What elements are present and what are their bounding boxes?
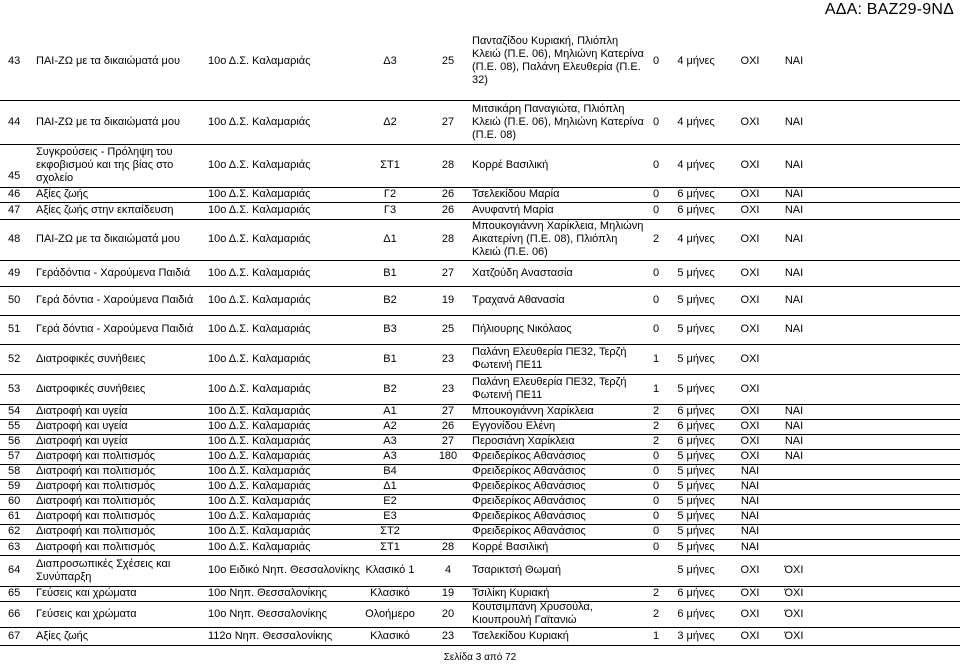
- school-name: 10ο Δ.Σ. Καλαμαριάς: [208, 420, 311, 432]
- option-a: ΟΧΙ: [740, 204, 760, 216]
- row-number: 51: [8, 323, 21, 335]
- table-row: [0, 100, 960, 145]
- school-name: 10ο Δ.Σ. Καλαμαριάς: [208, 510, 311, 522]
- field-value: 0: [652, 159, 660, 171]
- table-row: [0, 601, 960, 628]
- student-count: 20: [441, 607, 455, 620]
- option-a: ΟΧΙ: [740, 159, 760, 171]
- ada-code: ΑΔΑ: ΒΑΖ29-9ΝΔ: [824, 1, 954, 18]
- table-row: [0, 464, 960, 480]
- class-name: Α1: [383, 405, 397, 417]
- option-b: ΌΧΙ: [784, 587, 804, 599]
- school-name: 10ο Νηπ. Θεσσαλονίκης: [208, 607, 327, 620]
- field-value: 0: [652, 294, 660, 306]
- option-b: ΝΑΙ: [784, 188, 804, 200]
- student-count: 28: [441, 540, 455, 553]
- row-number: 60: [8, 495, 21, 507]
- table-row: [0, 202, 960, 220]
- field-value: [646, 555, 666, 586]
- option-a: ΟΧΙ: [740, 607, 760, 620]
- class-name: Δ1: [383, 233, 397, 245]
- class-name: Α2: [383, 420, 397, 432]
- program-title: Διατροφή και πολιτισμός: [36, 465, 156, 477]
- program-title: Διατροφή και πολιτισμός: [36, 525, 156, 537]
- option-a: ΝΑΙ: [740, 480, 760, 492]
- row-number: 61: [8, 510, 21, 522]
- duration: 5 μήνες: [677, 450, 715, 462]
- student-count: 25: [441, 323, 455, 335]
- program-title: Γεύσεις και χρώματα: [36, 607, 137, 620]
- table-row: [0, 315, 960, 345]
- duration: 5 μήνες: [677, 564, 715, 576]
- field-value: 0: [652, 204, 660, 216]
- program-title: Γεράδόντια - Χαρούμενα Παιδιά: [36, 266, 191, 279]
- field-value: 0: [652, 525, 660, 537]
- duration: 6 μήνες: [677, 607, 715, 620]
- row-number: 65: [8, 587, 21, 599]
- row-number: 43: [8, 54, 21, 67]
- student-count: 23: [441, 352, 455, 365]
- teachers: Κορρέ Βασιλική: [472, 159, 549, 171]
- row-number: 47: [8, 204, 21, 216]
- option-b: [772, 464, 816, 479]
- class-name: Δ3: [383, 54, 397, 67]
- student-count: 180: [438, 450, 458, 462]
- student-count: 27: [441, 435, 455, 447]
- student-count: 26: [441, 204, 455, 216]
- student-count: 26: [441, 188, 455, 200]
- row-number: 55: [8, 420, 21, 432]
- option-b: ΝΑΙ: [784, 294, 804, 306]
- teachers: Περοσιάνη Χαρίκλεια: [472, 435, 575, 447]
- duration: 5 μήνες: [677, 465, 715, 477]
- option-b: ΝΑΙ: [784, 405, 804, 417]
- program-title: Διατροφή και υγεία: [36, 435, 128, 447]
- teachers: Τσιλίκη Κυριακή: [472, 587, 550, 599]
- class-name: Ε3: [383, 510, 397, 522]
- row-number: 59: [8, 480, 21, 492]
- option-b: ΝΑΙ: [784, 54, 804, 67]
- class-name: Α3: [383, 435, 397, 447]
- program-title: Διατροφή και πολιτισμός: [36, 480, 156, 492]
- teachers: Κορρέ Βασιλική: [472, 540, 549, 553]
- teachers: Φρειδερίκος Αθανάσιος: [472, 450, 586, 462]
- option-b: ΌΧΙ: [784, 607, 804, 620]
- table-row: [0, 286, 960, 316]
- option-a: ΟΧΙ: [740, 352, 760, 365]
- row-number: 50: [8, 294, 21, 306]
- student-count: [424, 479, 472, 494]
- row-number: 66: [8, 607, 21, 620]
- table-row: [0, 479, 960, 495]
- field-value: 0: [652, 450, 660, 462]
- option-b: [772, 494, 816, 509]
- row-number: 48: [8, 233, 21, 245]
- option-a: ΟΧΙ: [740, 564, 760, 576]
- row-number: 46: [8, 188, 21, 200]
- school-name: 10ο Δ.Σ. Καλαμαριάς: [208, 450, 311, 462]
- option-a: ΟΧΙ: [740, 450, 760, 462]
- program-title: ΠΑΙ-ΖΩ με τα δικαιώματά μου: [36, 115, 180, 128]
- option-b: [772, 374, 816, 404]
- teachers: Ανυφαντή Μαρία: [472, 204, 554, 216]
- school-name: 10ο Δ.Σ. Καλαμαριάς: [208, 115, 311, 128]
- program-title: Αξίες ζωής στην εκπαίδευση: [36, 204, 174, 216]
- program-title: Διατροφικές συνήθειες: [36, 352, 146, 365]
- class-name: Κλασικό: [370, 629, 410, 642]
- option-b: ΌΧΙ: [784, 564, 804, 576]
- table-row: [0, 539, 960, 556]
- class-name: Γ2: [383, 188, 397, 200]
- program-title: Διατροφή και πολιτισμός: [36, 450, 156, 462]
- teachers: Φρειδερίκος Αθανάσιος: [472, 465, 586, 477]
- program-title: Διατροφή και πολιτισμός: [36, 510, 156, 522]
- option-b: ΝΑΙ: [784, 159, 804, 171]
- teachers: Κουτσιμπάνη Χρυσούλα, Κιουπρουλή Γαϊτανιώ: [472, 601, 593, 626]
- school-name: 10ο Δ.Σ. Καλαμαριάς: [208, 495, 311, 507]
- option-a: ΟΧΙ: [740, 54, 760, 67]
- duration: 5 μήνες: [677, 382, 715, 395]
- row-number: 52: [8, 352, 21, 365]
- duration: 5 μήνες: [677, 266, 715, 279]
- student-count: 28: [441, 233, 455, 245]
- program-title: Γερά δόντια - Χαρούμενα Παιδιά: [36, 294, 194, 306]
- option-b: [772, 479, 816, 494]
- class-name: Κλασικό 1: [365, 564, 415, 576]
- school-name: 10ο Δ.Σ. Καλαμαριάς: [208, 435, 311, 447]
- school-name: 10ο Δ.Σ. Καλαμαριάς: [208, 405, 311, 417]
- option-a: ΟΧΙ: [740, 266, 760, 279]
- teachers: Τσελεκίδου Κυριακή: [472, 629, 569, 642]
- duration: 6 μήνες: [677, 435, 715, 447]
- school-name: 112ο Νηπ. Θεσσαλονίκης: [208, 629, 333, 642]
- school-name: 10ο Δ.Σ. Καλαμαριάς: [208, 525, 311, 537]
- student-count: 25: [441, 54, 455, 67]
- row-number: 45: [8, 170, 21, 182]
- student-count: [424, 494, 472, 509]
- class-name: Β2: [383, 382, 397, 395]
- teachers: Χατζούδη Αναστασία: [472, 266, 573, 279]
- class-name: ΣΤ1: [380, 540, 400, 553]
- option-a: ΟΧΙ: [740, 420, 760, 432]
- student-count: [424, 464, 472, 479]
- class-name: Δ2: [383, 115, 397, 128]
- duration: 5 μήνες: [677, 323, 715, 335]
- option-a: ΟΧΙ: [740, 115, 760, 128]
- table-row: [0, 434, 960, 450]
- program-title: Διατροφή και υγεία: [36, 405, 128, 417]
- student-count: [424, 509, 472, 524]
- teachers: Μπουκογιάννη Χαρίκλεια: [472, 405, 594, 417]
- school-name: 10ο Δ.Σ. Καλαμαριάς: [208, 323, 311, 335]
- duration: 6 μήνες: [677, 405, 715, 417]
- school-name: 10ο Δ.Σ. Καλαμαριάς: [208, 159, 311, 171]
- teachers: Παλάνη Ελευθερία ΠΕ32, Τερζή Φωτεινή ΠΕ11: [472, 346, 627, 371]
- field-value: 0: [652, 540, 660, 553]
- class-name: Β1: [383, 352, 397, 365]
- teachers: Παλάνη Ελευθερία ΠΕ32, Τερζή Φωτεινή ΠΕ11: [472, 376, 627, 401]
- school-name: 10ο Δ.Σ. Καλαμαριάς: [208, 233, 311, 245]
- duration: 6 μήνες: [677, 188, 715, 200]
- table-row: [0, 555, 960, 587]
- option-a: ΝΑΙ: [740, 540, 760, 553]
- student-count: 23: [441, 629, 455, 642]
- row-number: 44: [8, 115, 21, 128]
- student-count: 28: [441, 159, 455, 171]
- school-name: 10ο Δ.Σ. Καλαμαριάς: [208, 266, 311, 279]
- duration: 6 μήνες: [677, 587, 715, 599]
- table-row: [0, 586, 960, 602]
- option-a: ΝΑΙ: [740, 465, 760, 477]
- teachers: Μπουκογιάννη Χαρίκλεια, Μηλιώνη Αικατερίνη (Π.Ε. 08), Πλιόπλη Κλειώ (Π.Ε. 06): [472, 220, 644, 258]
- class-name: ΣΤ2: [380, 525, 400, 537]
- program-title: ΠΑΙ-ΖΩ με τα δικαιώματά μου: [36, 233, 180, 245]
- program-title: Διατροφή και υγεία: [36, 420, 128, 432]
- field-value: 0: [652, 266, 660, 279]
- row-number: 54: [8, 405, 21, 417]
- school-name: 10ο Δ.Σ. Καλαμαριάς: [208, 382, 311, 395]
- table-row: [0, 404, 960, 420]
- teachers: Τσαρικτσή Θωμαή: [472, 564, 561, 576]
- duration: 5 μήνες: [677, 525, 715, 537]
- duration: 5 μήνες: [677, 352, 715, 365]
- class-name: Ε2: [383, 495, 397, 507]
- field-value: 0: [652, 465, 660, 477]
- teachers: Πήλιουρης Νικόλαος: [472, 323, 572, 335]
- option-a: ΟΧΙ: [740, 629, 760, 642]
- option-a: ΟΧΙ: [740, 435, 760, 447]
- duration: 4 μήνες: [677, 159, 715, 171]
- duration: 5 μήνες: [677, 540, 715, 553]
- field-value: 2: [652, 435, 660, 447]
- option-b: ΌΧΙ: [784, 629, 804, 642]
- option-b: ΝΑΙ: [784, 204, 804, 216]
- class-name: Γ3: [383, 204, 397, 216]
- option-a: ΟΧΙ: [740, 382, 760, 395]
- student-count: 19: [441, 587, 455, 599]
- row-number: 56: [8, 435, 21, 447]
- program-title: Γεύσεις και χρώματα: [36, 587, 137, 599]
- row-number: 53: [8, 382, 21, 395]
- option-b: ΝΑΙ: [784, 450, 804, 462]
- class-name: Β1: [383, 266, 397, 279]
- field-value: 2: [652, 405, 660, 417]
- row-number: 62: [8, 525, 21, 537]
- teachers: Πανταζίδου Κυριακή, Πλιόπλη Κλειώ (Π.Ε. 06), Μηλιώνη Κατερίνα (Π.Ε. 08), Παλάνη Ελευθερία (Π.Ε. 32): [472, 35, 644, 86]
- student-count: 27: [441, 115, 455, 128]
- option-b: [772, 524, 816, 539]
- option-b: ΝΑΙ: [784, 233, 804, 245]
- teachers: Φρειδερίκος Αθανάσιος: [472, 510, 586, 522]
- program-title: ΠΑΙ-ΖΩ με τα δικαιώματά μου: [36, 54, 180, 67]
- option-b: [772, 539, 816, 555]
- field-value: 0: [652, 188, 660, 200]
- table-row: [0, 187, 960, 203]
- row-number: 67: [8, 629, 21, 642]
- field-value: 1: [652, 382, 660, 395]
- duration: 6 μήνες: [677, 420, 715, 432]
- table-row: [0, 494, 960, 510]
- teachers: Φρειδερίκος Αθανάσιος: [472, 480, 586, 492]
- table-row: [0, 344, 960, 375]
- teachers: Τραχανά Αθανασία: [472, 294, 565, 306]
- table-row: [0, 509, 960, 525]
- class-name: Α3: [383, 450, 397, 462]
- table-row: [0, 219, 960, 261]
- option-a: ΟΧΙ: [740, 587, 760, 599]
- field-value: 0: [652, 54, 660, 67]
- school-name: 10ο Δ.Σ. Καλαμαριάς: [208, 540, 311, 553]
- option-b: ΝΑΙ: [784, 323, 804, 335]
- field-value: 1: [652, 629, 660, 642]
- option-a: ΝΑΙ: [740, 495, 760, 507]
- teachers: Φρειδερίκος Αθανάσιος: [472, 495, 586, 507]
- table-row: [0, 260, 960, 287]
- class-name: Κλασικό: [370, 587, 410, 599]
- duration: 4 μήνες: [677, 233, 715, 245]
- student-count: [424, 524, 472, 539]
- school-name: 10ο Δ.Σ. Καλαμαριάς: [208, 294, 311, 306]
- school-name: 10ο Δ.Σ. Καλαμαριάς: [208, 352, 311, 365]
- school-name: 10ο Νηπ. Θεσσαλονίκης: [208, 587, 327, 599]
- row-number: 58: [8, 465, 21, 477]
- school-name: 10ο Δ.Σ. Καλαμαριάς: [208, 465, 311, 477]
- field-value: 0: [652, 495, 660, 507]
- program-title: Συγκρούσεις - Πρόληψη του εκφοβισμού και της βίας στο σχολείο: [36, 146, 174, 184]
- class-name: ΣΤ1: [380, 159, 400, 171]
- option-a: ΝΑΙ: [740, 510, 760, 522]
- field-value: 0: [652, 480, 660, 492]
- program-title: Διατροφή και πολιτισμός: [36, 495, 156, 507]
- field-value: 0: [652, 510, 660, 522]
- row-number: 49: [8, 266, 21, 279]
- school-name: 10ο Ειδικό Νηπ. Θεσσαλονίκης: [208, 564, 360, 576]
- table-row: [0, 524, 960, 540]
- table-row: [0, 374, 960, 405]
- duration: 4 μήνες: [677, 115, 715, 128]
- option-b: [772, 344, 816, 374]
- program-title: Αξίες ζωής: [36, 188, 89, 200]
- class-name: Β4: [383, 465, 397, 477]
- duration: 3 μήνες: [677, 629, 715, 642]
- program-title: Διατροφή και πολιτισμός: [36, 540, 156, 553]
- teachers: Εγγονίδου Ελένη: [472, 420, 556, 432]
- student-count: 27: [441, 266, 455, 279]
- program-title: Διαπροσωπικές Σχέσεις και Συνύπαρξη: [36, 557, 171, 583]
- row-number: 57: [8, 450, 21, 462]
- school-name: 10ο Δ.Σ. Καλαμαριάς: [208, 188, 311, 200]
- field-value: 2: [652, 607, 660, 620]
- table-row: [0, 627, 960, 646]
- duration: 5 μήνες: [677, 294, 715, 306]
- option-b: ΝΑΙ: [784, 420, 804, 432]
- table-row: [0, 449, 960, 465]
- duration: 5 μήνες: [677, 510, 715, 522]
- student-count: 23: [441, 382, 455, 395]
- duration: 4 μήνες: [677, 54, 715, 67]
- option-b: ΝΑΙ: [784, 266, 804, 279]
- class-name: Β3: [383, 323, 397, 335]
- option-b: [772, 509, 816, 524]
- field-value: 2: [652, 420, 660, 432]
- option-a: ΟΧΙ: [740, 405, 760, 417]
- duration: 6 μήνες: [677, 204, 715, 216]
- program-title: Διατροφικές συνήθειες: [36, 382, 146, 395]
- student-count: 4: [444, 564, 452, 576]
- student-count: 26: [441, 420, 455, 432]
- student-count: 27: [441, 405, 455, 417]
- row-number: 64: [8, 564, 21, 576]
- table-row: [0, 22, 960, 101]
- table-row: [0, 419, 960, 435]
- class-name: Β2: [383, 294, 397, 306]
- option-b: ΝΑΙ: [784, 435, 804, 447]
- teachers: Μιτσικάρη Παναγιώτα, Πλιόπλη Κλειώ (Π.Ε. 06), Μηλιώνη Κατερίνα (Π.Ε. 08): [472, 102, 644, 141]
- page-footer: Σελίδα 3 από 72: [443, 652, 517, 663]
- field-value: 0: [652, 115, 660, 128]
- option-a: ΟΧΙ: [740, 323, 760, 335]
- field-value: 2: [652, 587, 660, 599]
- duration: 5 μήνες: [677, 480, 715, 492]
- table-row: [0, 144, 960, 188]
- field-value: 1: [652, 352, 660, 365]
- class-name: Ολοήμερο: [365, 607, 415, 620]
- school-name: 10ο Δ.Σ. Καλαμαριάς: [208, 204, 311, 216]
- program-title: Αξίες ζωής: [36, 629, 89, 642]
- field-value: 0: [652, 323, 660, 335]
- duration: 5 μήνες: [677, 495, 715, 507]
- school-name: 10ο Δ.Σ. Καλαμαριάς: [208, 480, 311, 492]
- student-count: 19: [441, 294, 455, 306]
- option-a: ΟΧΙ: [740, 233, 760, 245]
- option-a: ΟΧΙ: [740, 294, 760, 306]
- school-name: 10ο Δ.Σ. Καλαμαριάς: [208, 54, 311, 67]
- option-a: ΟΧΙ: [740, 188, 760, 200]
- teachers: Τσελεκίδου Μαρία: [472, 188, 560, 200]
- class-name: Δ1: [383, 480, 397, 492]
- option-b: ΝΑΙ: [784, 115, 804, 128]
- field-value: 2: [652, 233, 660, 245]
- option-a: ΝΑΙ: [740, 525, 760, 537]
- teachers: Φρειδερίκος Αθανάσιος: [472, 525, 586, 537]
- program-title: Γερά δόντια - Χαρούμενα Παιδιά: [36, 323, 194, 335]
- row-number: 63: [8, 540, 21, 553]
